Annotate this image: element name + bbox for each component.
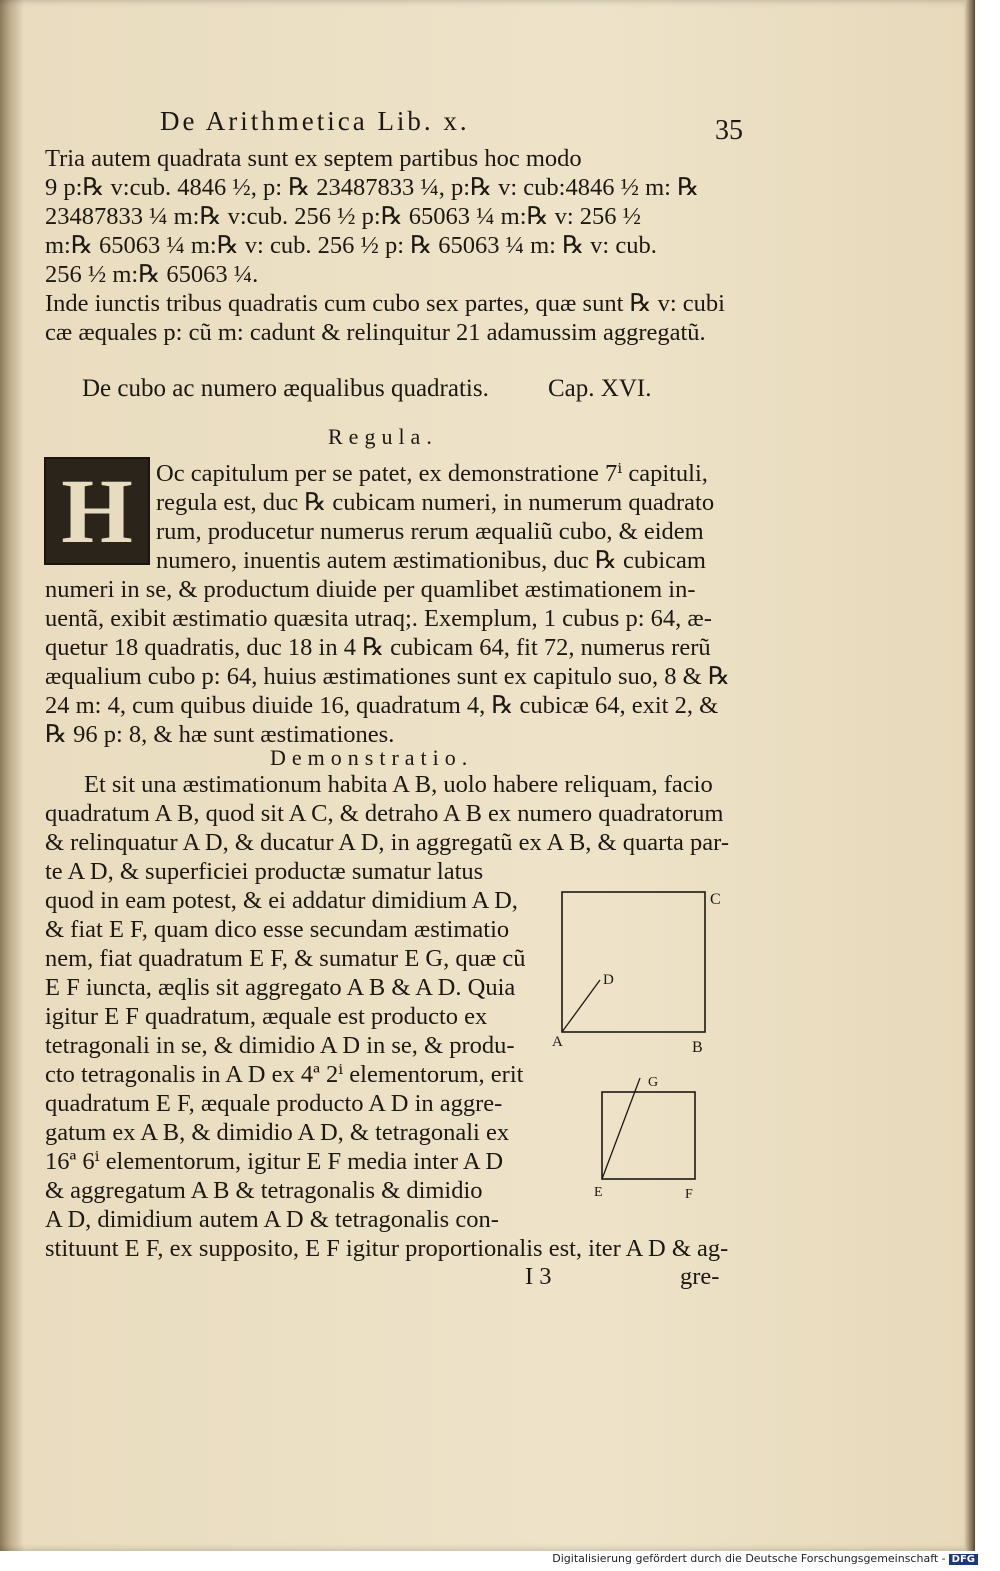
text-line: & fiat E F, quam dico esse secundam æstimatio	[45, 916, 510, 943]
text-line: ℞ 96 p: 8, & hæ sunt æstimationes.	[45, 721, 395, 748]
text-line: numeri in se, & productum diuide per quamlibet æstimationem in-	[45, 576, 696, 603]
text-line: gatum ex A B, & dimidio A D, & tetragonali ex	[45, 1119, 510, 1146]
text-line: igitur E F quadratum, æquale est producto ex	[45, 1003, 488, 1030]
text-line: 24 m: 4, cum quibus diuide 16, quadratum 4, ℞ cubicæ 64, exit 2, &	[45, 692, 719, 719]
text-line: te A D, & superficiei productæ sumatur latus	[45, 858, 484, 885]
footer-text: Digitalisierung gefördert durch die Deutsche Forschungsgemeinschaft -	[552, 1552, 946, 1565]
label-f: F	[685, 1187, 693, 1202]
square-outline	[602, 1092, 695, 1179]
label-d: D	[603, 972, 614, 988]
label-b: B	[692, 1039, 703, 1055]
demonstratio-heading: Demonstratio.	[270, 745, 474, 770]
label-g: G	[648, 1075, 659, 1090]
signature-mark: I 3	[525, 1263, 552, 1290]
label-c: C	[710, 891, 721, 908]
text-line: & relinquatur A D, & ducatur A D, in aggregatũ ex A B, & quarta par-	[45, 829, 730, 856]
diagonal-line	[562, 980, 600, 1032]
text-line: cto tetragonalis in A D ex 4ª 2ⁱ elementorum, erit	[45, 1061, 524, 1088]
regula-heading: Regula.	[328, 424, 438, 449]
square-outline	[562, 892, 705, 1032]
dfg-logo: DFG	[949, 1554, 978, 1565]
square-figure-2	[588, 1070, 708, 1205]
chapter-title: De cubo ac numero æqualibus quadratis.	[82, 375, 489, 402]
text-line: E F iuncta, æqlis sit aggregato A B & A D. Quia	[45, 974, 516, 1001]
square-figure-1	[545, 880, 725, 1055]
running-head: De Arithmetica Lib. x.	[160, 106, 470, 136]
catchword: gre-	[680, 1263, 720, 1290]
text-line: regula est, duc ℞ cubicam numeri, in numerum quadrato	[156, 489, 715, 516]
drop-initial-letter: H	[61, 460, 133, 562]
text-line: nem, fiat quadratum E F, & sumatur E G, quæ cũ	[45, 945, 526, 972]
text-line: æqualium cubo p: 64, huius æstimationes sunt ex capitulo suo, 8 & ℞	[45, 663, 730, 690]
digitization-footer	[552, 1552, 978, 1565]
text-line: cæ æquales p: cũ m: cadunt & relinquitur 21 adamussim aggregatũ.	[45, 319, 706, 346]
page-number: 35	[715, 115, 743, 146]
text-line: uentã, exibit æstimatio quæsita utraq;. Exemplum, 1 cubus p: 64, æ-	[45, 605, 712, 632]
text-line: stituunt E F, ex supposito, E F igitur proportionalis est, iter A D & ag-	[45, 1235, 729, 1262]
label-e: E	[594, 1185, 603, 1200]
diagonal-line	[602, 1078, 640, 1179]
text-line: quadratum A B, quod sit A C, & detraho A B ex numero quadratorum	[45, 800, 724, 827]
text-line: 16ª 6ⁱ elementorum, igitur E F media inter A D	[45, 1148, 504, 1175]
text-line: quod in eam potest, & ei addatur dimidium A D,	[45, 887, 518, 914]
text-line: 256 ½ m:℞ 65063 ¼.	[45, 261, 259, 288]
label-a: A	[552, 1034, 563, 1050]
text-line: 9 p:℞ v:cub. 4846 ½, p: ℞ 23487833 ¼, p:℞ v: cub:4846 ½ m: ℞	[45, 174, 700, 201]
text-line: rum, producetur numerus rerum æqualiũ cubo, & eidem	[156, 518, 704, 545]
text-line: 23487833 ¼ m:℞ v:cub. 256 ½ p:℞ 65063 ¼ m:℞ v: 256 ½	[45, 203, 642, 230]
text-line: Inde iunctis tribus quadratis cum cubo sex partes, quæ sunt ℞ v: cubi	[45, 290, 725, 317]
page-edge	[965, 0, 975, 1551]
chapter-number: Cap. XVI.	[548, 375, 652, 402]
drop-initial-ornament	[44, 457, 150, 565]
text-line: Tria autem quadrata sunt ex septem partibus hoc modo	[45, 145, 582, 172]
text-line: m:℞ 65063 ¼ m:℞ v: cub. 256 ½ p: ℞ 65063 ¼ m: ℞ v: cub.	[45, 232, 657, 259]
text-line: quadratum E F, æquale producto A D in aggre-	[45, 1090, 503, 1117]
text-line: A D, dimidium autem A D & tetragonalis con-	[45, 1206, 499, 1233]
text-line: tetragonali in se, & dimidio A D in se, & produ-	[45, 1032, 515, 1059]
text-line: Oc capitulum per se patet, ex demonstratione 7ⁱ capituli,	[156, 460, 708, 487]
text-line: Et sit una æstimationum habita A B, uolo habere reliquam, facio	[84, 771, 713, 798]
text-line: quetur 18 quadratis, duc 18 in 4 ℞ cubicam 64, fit 72, numerus rerũ	[45, 634, 711, 661]
text-line: numero, inuentis autem æstimationibus, duc ℞ cubicam	[156, 547, 706, 574]
text-line: & aggregatum A B & tetragonalis & dimidio	[45, 1177, 483, 1204]
